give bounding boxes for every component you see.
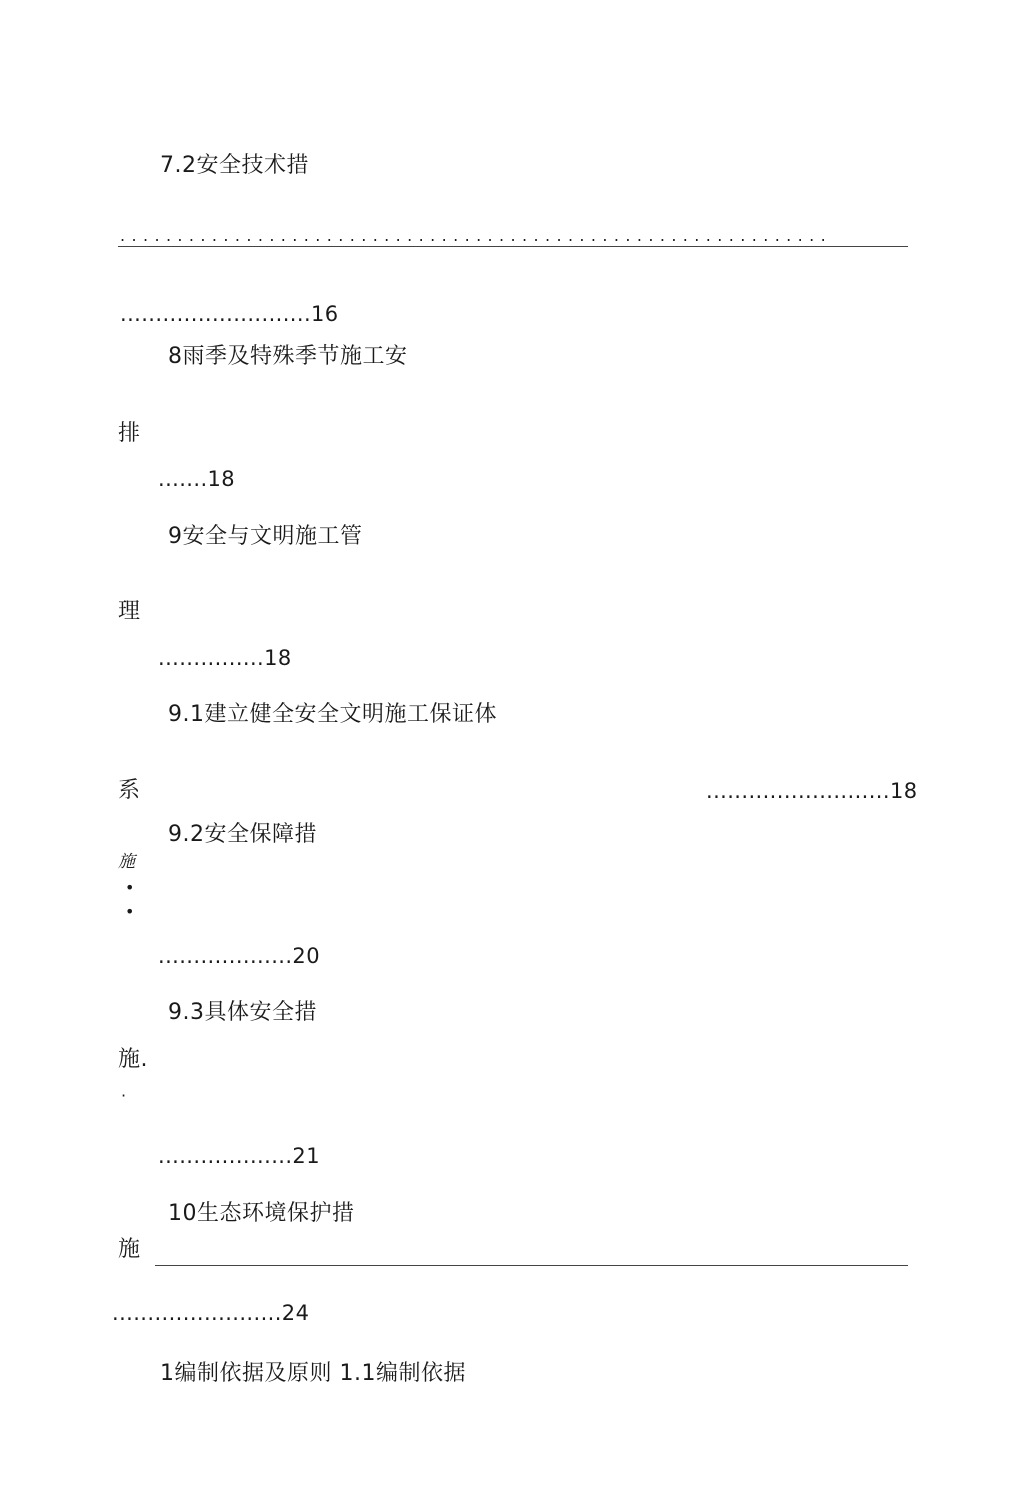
toc-entry-9-2-dot-1: • xyxy=(125,878,135,897)
toc-entry-9-3-continuation: 施. xyxy=(118,1047,148,1072)
toc-entry-9-title[interactable]: 9安全与文明施工管 xyxy=(168,524,363,549)
toc-entry-9-3-title[interactable]: 9.3具体安全措 xyxy=(168,1000,317,1025)
toc-entry-9-continuation: 理 xyxy=(118,599,141,624)
toc-entry-7-2-title[interactable]: 7.2安全技术措 xyxy=(160,153,309,178)
toc-underline-rule xyxy=(118,246,908,247)
toc-entry-7-2-leader-dots: .............................................................. xyxy=(120,226,833,245)
toc-entry-10-rule xyxy=(155,1265,908,1266)
toc-entry-9-2-dot-2: • xyxy=(125,902,135,921)
toc-entry-9-1-page[interactable]: ..........................18 xyxy=(706,779,918,803)
toc-entry-9-3-dot: · xyxy=(121,1086,127,1105)
toc-entry-7-2-page[interactable]: ...........................16 xyxy=(120,302,339,326)
toc-entry-9-page[interactable]: ...............18 xyxy=(158,646,292,670)
toc-entry-8-title[interactable]: 8雨季及特殊季节施工安 xyxy=(168,344,408,369)
section-1-heading[interactable]: 1编制依据及原则 1.1编制依据 xyxy=(160,1361,466,1386)
toc-entry-10-continuation: 施 xyxy=(118,1237,141,1262)
toc-entry-8-continuation: 排 xyxy=(118,421,141,446)
toc-entry-10-title[interactable]: 10生态环境保护措 xyxy=(168,1201,355,1226)
toc-entry-9-2-continuation: 施 xyxy=(118,852,135,872)
toc-entry-8-page[interactable]: .......18 xyxy=(158,467,236,491)
toc-entry-9-1-continuation: 系 xyxy=(118,778,141,803)
toc-entry-9-1-title[interactable]: 9.1建立健全安全文明施工保证体 xyxy=(168,702,497,727)
toc-entry-9-2-title[interactable]: 9.2安全保障措 xyxy=(168,822,317,847)
toc-entry-10-page[interactable]: ........................24 xyxy=(112,1301,310,1325)
toc-entry-9-3-page[interactable]: ...................21 xyxy=(158,1144,320,1168)
toc-entry-9-2-page[interactable]: ...................20 xyxy=(158,944,320,968)
